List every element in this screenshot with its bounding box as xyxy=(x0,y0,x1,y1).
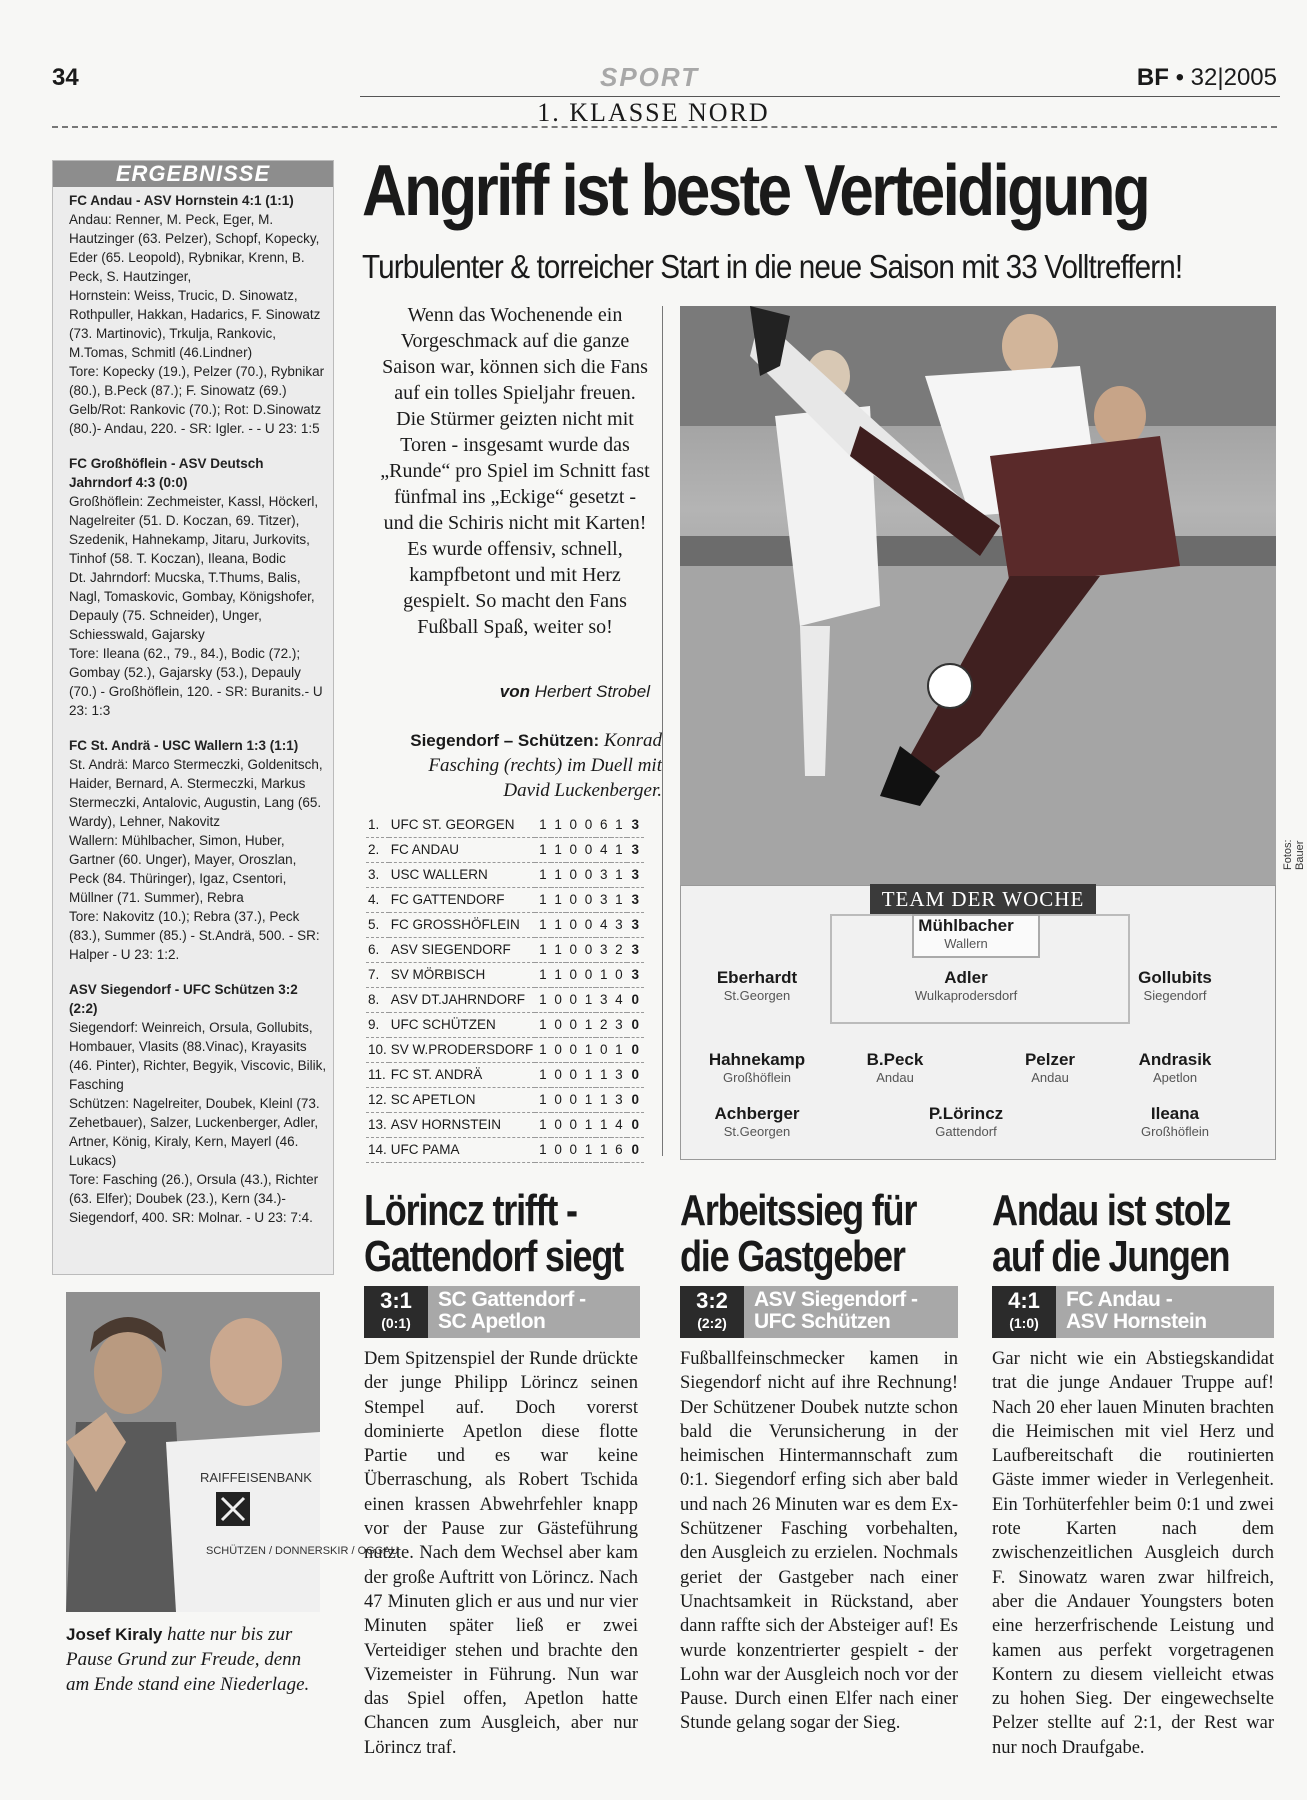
table-stat: 1 xyxy=(551,812,566,837)
table-stat: 0 xyxy=(581,912,596,937)
table-rank: 8. xyxy=(366,987,389,1012)
player-name: Hahnekamp xyxy=(708,1050,806,1069)
player-club: Großhöflein xyxy=(723,1070,791,1085)
table-rank: 3. xyxy=(366,862,389,887)
article-3-score xyxy=(992,1286,1056,1338)
player-club: Großhöflein xyxy=(1141,1124,1209,1139)
match-photo-illustration xyxy=(680,306,1276,886)
table-stat: 1 xyxy=(611,812,626,837)
results-title: ERGEBNISSE xyxy=(53,161,333,187)
team-player xyxy=(1100,1104,1250,1139)
article-2-scorebox xyxy=(680,1286,958,1338)
result-heading: FC Andau - ASV Hornstein 4:1 (1:1) xyxy=(69,193,294,208)
table-row xyxy=(366,1112,644,1137)
table-team: SV W.PRODERSDORF xyxy=(389,1037,536,1062)
table-team: ASV SIEGENDORF xyxy=(389,937,536,962)
table-rank: 14. xyxy=(366,1137,389,1162)
article-1-score xyxy=(364,1286,428,1338)
table-points: 0 xyxy=(627,987,644,1012)
table-stat: 0 xyxy=(566,1012,581,1037)
article-1-teams xyxy=(438,1289,586,1333)
table-row xyxy=(366,1037,644,1062)
player-name: Pelzer xyxy=(1024,1050,1076,1069)
table-stat: 3 xyxy=(596,937,611,962)
article-1-headline-line-2: Gattendorf siegt xyxy=(364,1232,623,1281)
table-stat: 4 xyxy=(611,1112,626,1137)
article-2-headline-line-2: die Gastgeber xyxy=(680,1232,905,1281)
table-stat: 1 xyxy=(535,1087,550,1112)
result-line: St. Andrä: Marco Stermeczki, Goldenitsch, Haider, Bernard, A. Stermeczki, Markus Stermeczki, Antalovic, Augustin, Lang (65. Wardy), Lehner, Nakovitz xyxy=(69,757,323,829)
article-3-headline-line-2: auf die Jungen xyxy=(992,1232,1230,1281)
table-stat: 0 xyxy=(581,937,596,962)
table-stat: 0 xyxy=(566,1062,581,1087)
player-name: Ileana xyxy=(1150,1104,1200,1123)
result-line: Wallern: Mühlbacher, Simon, Huber, Gartner (60. Unger), Mayer, Oroszlan, Peck (84. Thüringer), Igaz, Csentori, Müllner (71. Summer), Rebra xyxy=(69,833,297,905)
header-rule xyxy=(360,96,1280,97)
table-stat: 0 xyxy=(566,912,581,937)
player-name: Eberhardt xyxy=(716,968,798,987)
table-points: 0 xyxy=(627,1087,644,1112)
table-row xyxy=(366,837,644,862)
table-rank: 11. xyxy=(366,1062,389,1087)
table-stat: 0 xyxy=(551,1137,566,1162)
table-points: 3 xyxy=(627,812,644,837)
table-rank: 12. xyxy=(366,1087,389,1112)
table-stat: 0 xyxy=(551,987,566,1012)
player-club: Apetlon xyxy=(1152,1070,1198,1085)
article-1-team-1: SC Gattendorf - xyxy=(438,1288,586,1311)
result-heading: FC Großhöflein - ASV Deutsch Jahrndorf 4:3 (0:0) xyxy=(69,456,264,490)
player-club: Wulkaprodersdorf xyxy=(914,988,1018,1003)
table-team: USC WALLERN xyxy=(389,862,536,887)
team-of-week-title: TEAM DER WOCHE xyxy=(870,884,1096,914)
table-stat: 0 xyxy=(581,887,596,912)
article-3-teams xyxy=(1066,1289,1207,1333)
table-row xyxy=(366,912,644,937)
table-stat: 1 xyxy=(581,1087,596,1112)
table-stat: 1 xyxy=(535,837,550,862)
table-stat: 1 xyxy=(551,837,566,862)
column-rule xyxy=(662,306,663,1156)
byline-prefix: von xyxy=(499,682,530,701)
table-team: ASV HORNSTEIN xyxy=(389,1112,536,1137)
table-points: 3 xyxy=(627,837,644,862)
result-line: Großhöflein: Zechmeister, Kassl, Höckerl, Nagelreiter (51. D. Koczan, 69. Titzer), Szedenik, Hahnekamp, Jitaru, Jurkovits, Tinhof (58. T. Koczan), Ileana, Bodic xyxy=(69,494,319,566)
table-team: UFC PAMA xyxy=(389,1137,536,1162)
table-stat: 1 xyxy=(535,887,550,912)
result-heading: FC St. Andrä - USC Wallern 1:3 (1:1) xyxy=(69,738,299,753)
player-club: Siegendorf xyxy=(1143,988,1207,1003)
table-stat: 0 xyxy=(566,862,581,887)
table-stat: 1 xyxy=(581,1012,596,1037)
sub-headline: Turbulenter & torreicher Start in die neue Saison mit 33 Volltreffern! xyxy=(362,248,1183,285)
table-stat: 3 xyxy=(611,1012,626,1037)
table-row xyxy=(366,1137,644,1162)
intro-text: Wenn das Wochenende ein Vorgeschmack auf die ganze Saison war, können sich die Fans auf ein tolles Spieljahr freuen. Die Stürmer geizten nicht mit Toren - insgesamt wurde das „Runde“ pro Spiel im Schnitt fast fünfmal ins „Eckige“ gesetzt - und die Schiris nicht mit Karten! Es wurde offensiv, schnell, kampfbetont und mit Herz gespielt. So macht den Fans Fußball Spaß, weiter so! xyxy=(380,304,650,638)
result-entry xyxy=(53,736,333,964)
table-stat: 1 xyxy=(535,1112,550,1137)
article-3-body: Gar nicht wie ein Abstiegskandidat trat die junge Andauer Truppe auf! Nach 20 eher lauen Minuten brachten die Heimischen mit viel Herz und Laufbereitschaft die routinierten Gäste immer wieder in Verlegenheit. Ein Torhüterfehler beim 0:1 und zwei rote Karten nach dem zwischenzeitlichen Ausgleich durch F. Sinowatz waren zwar hilfreich, aber die Andauer Youngsters boten eine herzerfrischende Leistung und kamen aus perfekt vorgetragenen Kontern zu diesem vielleicht etwas zu hohen Sieg. Der eingewechselte Pelzer stellte auf 2:1, der Rest war nur noch Draufgabe. xyxy=(992,1349,1274,1758)
article-3-team-2: ASV Hornstein xyxy=(1066,1310,1207,1333)
table-team: SV MÖRBISCH xyxy=(389,962,536,987)
table-stat: 0 xyxy=(551,1087,566,1112)
table-stat: 1 xyxy=(596,1112,611,1137)
table-row xyxy=(366,862,644,887)
result-line: Tore: Nakovitz (10.); Rebra (37.), Peck (83.), Summer (85.) - St.Andrä, 500. - SR: Halper - U 23: 1:2. xyxy=(69,909,320,962)
table-stat: 0 xyxy=(581,962,596,987)
table-stat: 1 xyxy=(596,1087,611,1112)
player-club: Wallern xyxy=(944,936,988,951)
article-2-team-1: ASV Siegendorf - xyxy=(754,1288,918,1311)
league-table xyxy=(366,812,644,1163)
result-line: Hornstein: Weiss, Trucic, D. Sinowatz, Rothpuller, Hakkan, Hadarics, F. Sinowatz (73. Martinovic), Trkulja, Rankovic, M.Tomas, Schmitl (46.Lindner) xyxy=(69,288,321,360)
table-stat: 1 xyxy=(596,1062,611,1087)
table-team: ASV DT.JAHRNDORF xyxy=(389,987,536,1012)
table-row xyxy=(366,1087,644,1112)
article-2-halftime: (2:2) xyxy=(697,1315,727,1331)
article-2-headline xyxy=(680,1188,916,1280)
player-name: Adler xyxy=(944,968,988,987)
table-stat: 1 xyxy=(551,887,566,912)
page-number: 34 xyxy=(52,64,79,91)
table-stat: 1 xyxy=(581,1062,596,1087)
table-team: FC ANDAU xyxy=(389,837,536,862)
table-stat: 1 xyxy=(581,1112,596,1137)
table-stat: 2 xyxy=(611,937,626,962)
team-player xyxy=(682,1050,832,1085)
table-stat: 0 xyxy=(581,862,596,887)
player-name: Gollubits xyxy=(1138,968,1212,987)
team-player xyxy=(1100,1050,1250,1085)
table-stat: 0 xyxy=(596,1037,611,1062)
table-row xyxy=(366,1062,644,1087)
table-stat: 0 xyxy=(566,1037,581,1062)
photo-caption xyxy=(380,728,662,803)
table-stat: 0 xyxy=(566,1087,581,1112)
article-2-team-2: UFC Schützen xyxy=(754,1310,891,1333)
table-stat: 1 xyxy=(535,862,550,887)
article-3-team-1: FC Andau - xyxy=(1066,1288,1173,1311)
table-stat: 1 xyxy=(551,912,566,937)
table-stat: 3 xyxy=(611,1062,626,1087)
article-3-headline-line-1: Andau ist stolz xyxy=(992,1186,1231,1235)
kiraly-caption-text: hatte nur bis zur Pause Grund zur Freude, denn am Ende stand eine Niederlage. xyxy=(66,1624,310,1695)
table-stat: 6 xyxy=(611,1137,626,1162)
table-stat: 4 xyxy=(596,837,611,862)
result-entry xyxy=(53,191,333,438)
team-player xyxy=(891,968,1041,1003)
player-club: Andau xyxy=(876,1070,914,1085)
article-3-halftime: (1:0) xyxy=(1009,1315,1039,1331)
table-team: FC ST. ANDRÄ xyxy=(389,1062,536,1087)
table-stat: 1 xyxy=(535,912,550,937)
table-stat: 0 xyxy=(566,962,581,987)
table-row xyxy=(366,962,644,987)
table-stat: 1 xyxy=(551,862,566,887)
result-entry xyxy=(53,454,333,720)
table-stat: 1 xyxy=(535,987,550,1012)
article-1-body: Dem Spitzenspiel der Runde drückte der junge Philipp Lörincz seinen Stempel auf. Doch vorerst dominierte Apetlon diese flotte Partie und es war keine Überraschung, als Robert Tschida einen krassen Abwehrfehler knapp vor der Pause zur Gästeführung nutzte. Nach dem Wechsel aber kam der große Auftritt von Lörincz. Nach 47 Minuten glich er aus und nur vier Minuten später ließ er zwei Verteidiger stehen und brachte den Vizemeister in Führung. Nun war das Spiel offen, Apetlon hatte Chancen zum Ausgleich, aber nur Lörincz traf. xyxy=(364,1349,638,1758)
article-1-team-2: SC Apetlon xyxy=(438,1310,546,1333)
result-line: Schützen: Nagelreiter, Doubek, Kleinl (73. Zehetbauer), Salzer, Luckenberger, Adler, Artner, König, Kiraly, Kern, Mayerl (46. Lukacs) xyxy=(69,1096,320,1168)
table-rank: 10. xyxy=(366,1037,389,1062)
article-1-final-score: 3:1 xyxy=(380,1288,412,1313)
table-row xyxy=(366,812,644,837)
table-stat: 1 xyxy=(535,962,550,987)
table-points: 0 xyxy=(627,1112,644,1137)
table-stat: 0 xyxy=(581,837,596,862)
table-row xyxy=(366,987,644,1012)
table-stat: 3 xyxy=(611,912,626,937)
shirt-text-2: SCHÜTZEN / DONNERSKIR / OGGAU xyxy=(206,1545,399,1557)
result-heading: ASV Siegendorf - UFC Schützen 3:2 (2:2) xyxy=(69,982,298,1016)
player-name: P.Lörincz xyxy=(928,1104,1004,1123)
table-stat: 0 xyxy=(566,887,581,912)
photo-credit: Fotos: Bauer xyxy=(1282,839,1306,870)
table-stat: 1 xyxy=(581,987,596,1012)
table-stat: 0 xyxy=(566,987,581,1012)
table-stat: 1 xyxy=(596,1137,611,1162)
table-rank: 5. xyxy=(366,912,389,937)
article-2-teams xyxy=(754,1289,918,1333)
result-line: Siegendorf: Weinreich, Orsula, Gollubits, Hombauer, Vlasits (88.Vinac), Krayasits (46. Pinter), Richter, Begyik, Viscovic, Bilik, Fasching xyxy=(69,1020,327,1092)
table-stat: 0 xyxy=(566,837,581,862)
table-team: FC GROSSHÖFLEIN xyxy=(389,912,536,937)
table-rank: 4. xyxy=(366,887,389,912)
article-1-halftime: (0:1) xyxy=(381,1315,411,1331)
article-1-scorebox xyxy=(364,1286,640,1338)
team-player xyxy=(682,1104,832,1139)
header-dashed-rule xyxy=(52,126,1277,128)
table-stat: 3 xyxy=(596,862,611,887)
table-stat: 1 xyxy=(551,962,566,987)
table-points: 3 xyxy=(627,862,644,887)
article-3-scorebox xyxy=(992,1286,1274,1338)
table-row xyxy=(366,887,644,912)
table-stat: 0 xyxy=(551,1062,566,1087)
table-row xyxy=(366,937,644,962)
table-stat: 1 xyxy=(535,812,550,837)
kiraly-caption-name: Josef Kiraly xyxy=(66,1625,163,1644)
table-rank: 7. xyxy=(366,962,389,987)
table-points: 3 xyxy=(627,962,644,987)
table-rank: 9. xyxy=(366,1012,389,1037)
league-title: 1. KLASSE NORD xyxy=(537,98,770,127)
results-sidebar xyxy=(52,160,334,1275)
table-stat: 4 xyxy=(611,987,626,1012)
table-stat: 0 xyxy=(566,1112,581,1137)
team-player xyxy=(891,916,1041,951)
article-3-headline xyxy=(992,1188,1230,1280)
result-entry xyxy=(53,980,333,1227)
table-points: 0 xyxy=(627,1137,644,1162)
table-points: 0 xyxy=(627,1012,644,1037)
table-points: 3 xyxy=(627,887,644,912)
table-team: SC APETLON xyxy=(389,1087,536,1112)
article-2-body: Fußballfeinschmecker kamen in Siegendorf nicht auf ihre Rechnung! Der Schützener Doubek nutzte schon bald die Verunsicherung in der heimischen Hintermannschaft zum 0:1. Siegendorf erfing sich aber bald und nach 26 Minuten war es dem Ex-Schützener Fasching vorbehalten, den Ausgleich zu erzielen. Nochmals geriet der Gastgeber nach einer Unachtsamkeit in Rückstand, aber dann raffte sich der Absteiger auf! Es wurde konzentrierter gespielt - der Lohn war der Ausgleich noch vor der Pause. Durch einen Elfer nach einer Stunde gelang sogar der Sieg. xyxy=(680,1349,958,1734)
article-1-headline-line-1: Lörincz trifft - xyxy=(364,1186,577,1235)
table-stat: 0 xyxy=(581,812,596,837)
table-stat: 1 xyxy=(611,887,626,912)
section-title: SPORT xyxy=(600,62,700,92)
player-name: B.Peck xyxy=(866,1050,924,1069)
table-points: 3 xyxy=(627,937,644,962)
result-line: Andau: Renner, M. Peck, Eger, M. Hautzinger (63. Pelzer), Schopf, Kopecky, Eder (65. Leopold), Rybnikar, Krenn, B. Peck, S. Hautzinger, xyxy=(69,212,320,284)
table-points: 0 xyxy=(627,1037,644,1062)
table-team: UFC ST. GEORGEN xyxy=(389,812,536,837)
table-stat: 0 xyxy=(566,937,581,962)
table-stat: 1 xyxy=(611,862,626,887)
result-line: Tore: Fasching (26.), Orsula (43.), Richter (63. Elfer); Doubek (23.), Kern (34.)- Siegendorf, 400. SR: Molnar. - U 23: 7:4. xyxy=(69,1172,319,1225)
table-stat: 0 xyxy=(551,1012,566,1037)
table-stat: 1 xyxy=(535,1037,550,1062)
table-stat: 0 xyxy=(551,1112,566,1137)
table-stat: 1 xyxy=(535,937,550,962)
team-player xyxy=(682,968,832,1003)
table-stat: 3 xyxy=(596,887,611,912)
table-team: UFC SCHÜTZEN xyxy=(389,1012,536,1037)
player-club: Andau xyxy=(1031,1070,1069,1085)
table-rank: 6. xyxy=(366,937,389,962)
table-stat: 1 xyxy=(581,1137,596,1162)
player-club: St.Georgen xyxy=(723,988,791,1003)
table-stat: 1 xyxy=(581,1037,596,1062)
photo-caption-text: Konrad Fasching (rechts) im Duell mit David Luckenberger. xyxy=(428,730,662,801)
byline-author: Herbert Strobel xyxy=(534,682,650,701)
shirt-text-1: RAIFFEISENBANK xyxy=(200,1470,312,1485)
player-name: Mühlbacher xyxy=(918,916,1014,935)
table-rank: 13. xyxy=(366,1112,389,1137)
article-3-final-score: 4:1 xyxy=(1008,1288,1040,1313)
match-photo xyxy=(680,306,1276,886)
article-2-score xyxy=(680,1286,744,1338)
table-rank: 2. xyxy=(366,837,389,862)
result-line: Dt. Jahrndorf: Mucska, T.Thums, Balis, Nagl, Tomaskovic, Gombay, Königshofer, Depauly (75. Schneider), Unger, Schiesswald, Gajarsky xyxy=(69,570,315,642)
table-stat: 6 xyxy=(596,812,611,837)
results-list xyxy=(53,191,333,1227)
table-stat: 1 xyxy=(611,837,626,862)
table-rank: 1. xyxy=(366,812,389,837)
byline xyxy=(380,682,650,702)
publication-name: BF xyxy=(1136,64,1169,91)
table-stat: 1 xyxy=(535,1062,550,1087)
article-2-final-score: 3:2 xyxy=(696,1288,728,1313)
table-stat: 1 xyxy=(611,1037,626,1062)
table-points: 0 xyxy=(627,1062,644,1087)
kiraly-caption xyxy=(66,1622,326,1697)
player-name: Andrasik xyxy=(1138,1050,1212,1069)
table-stat: 4 xyxy=(596,912,611,937)
result-line: Tore: Ileana (62., 79., 84.), Bodic (72.); Gombay (52.), Gajarsky (53.), Depauly (70.) - Großhöflein, 120. - SR: Buranits.- U 23: 1:3 xyxy=(69,646,323,718)
table-stat: 1 xyxy=(596,962,611,987)
publication-info: BF • 32|2005 xyxy=(1136,64,1277,91)
player-name: Achberger xyxy=(714,1104,800,1123)
article-1-headline xyxy=(364,1188,623,1280)
article-2-headline-line-1: Arbeitssieg für xyxy=(680,1186,917,1235)
table-stat: 0 xyxy=(551,1037,566,1062)
photo-caption-bold: Siegendorf – Schützen: xyxy=(410,731,600,750)
result-line: Tore: Kopecky (19.), Pelzer (70.), Rybnikar (80.), B.Peck (87.); F. Sinowatz (69.) Gelb/Rot: Rankovic (70.); Rot: D.Sinowatz (80.)- Andau, 220. - SR: Igler. - - U 23: 1:5 xyxy=(69,364,325,436)
player-club: Gattendorf xyxy=(935,1124,997,1139)
team-player xyxy=(891,1104,1041,1139)
table-stat: 1 xyxy=(551,937,566,962)
table-stat: 3 xyxy=(596,987,611,1012)
table-stat: 0 xyxy=(566,812,581,837)
table-stat: 2 xyxy=(596,1012,611,1037)
table-stat: 0 xyxy=(566,1137,581,1162)
table-stat: 0 xyxy=(611,962,626,987)
player-club: St.Georgen xyxy=(723,1124,791,1139)
table-row xyxy=(366,1012,644,1037)
issue-number: 32|2005 xyxy=(1190,64,1277,91)
table-stat: 1 xyxy=(535,1137,550,1162)
team-player xyxy=(1100,968,1250,1003)
table-team: FC GATTENDORF xyxy=(389,887,536,912)
team-player xyxy=(820,1050,970,1085)
main-headline: Angriff ist beste Verteidigung xyxy=(362,151,1149,231)
table-points: 3 xyxy=(627,912,644,937)
table-stat: 1 xyxy=(535,1012,550,1037)
table-stat: 3 xyxy=(611,1087,626,1112)
